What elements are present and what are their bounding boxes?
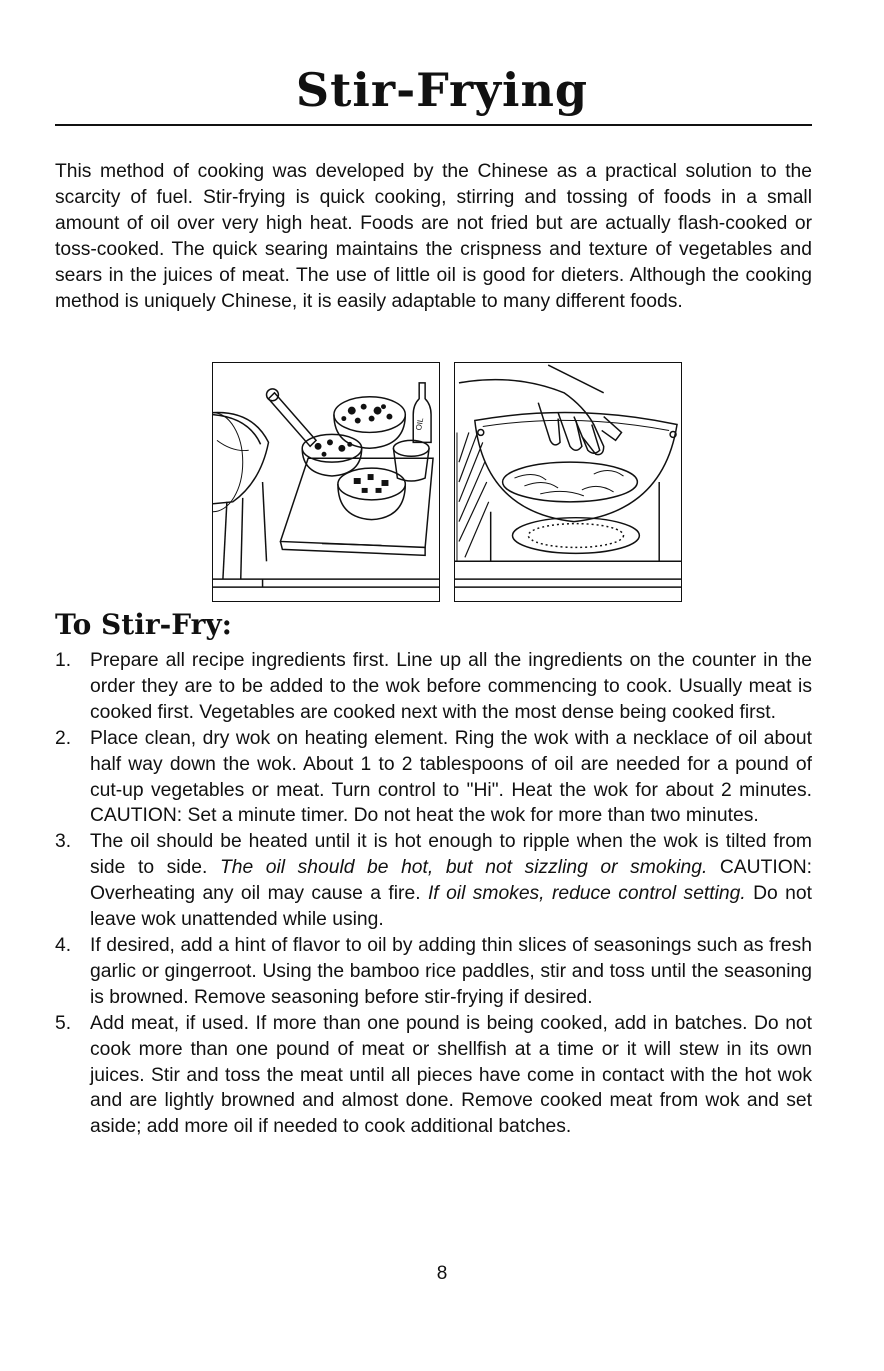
- step-text: If desired, add a hint of flavor to oil by adding thin slices of seasonings such as fresh garlic or gingerroot. Using the bamboo rice paddles, stir and toss until the seasoning is browned. Remove seasoning before stir-frying if desired.: [90, 934, 812, 1008]
- step-text-part: The oil should be heated until it is hot enough to ripple when the wok is tilted from side to side.: [90, 831, 812, 879]
- oil-bottle-label: OIL: [414, 417, 426, 432]
- step-number: 4.: [55, 934, 72, 956]
- step-text: Add meat, if used. If more than one pound is being cooked, add in batches. Do not cook more than one pound of meat or shellfish at a time or it will stew in its own juices. Stir and toss the meat until all pieces have come in contact with the hot wok and are lightly browned and almost done. Remove cooked meat from wok and set aside; add more oil if needed to cook additional batches.: [90, 1012, 812, 1138]
- step-number: 1.: [55, 650, 72, 671]
- step-number: 3.: [55, 831, 72, 853]
- list-item: [55, 726, 812, 830]
- step-text-italic: The oil should be hot, but not sizzling or smoking.: [219, 857, 708, 879]
- list-item: [55, 648, 812, 726]
- step-text: Place clean, dry wok on heating element. Ring the wok with a necklace of oil about half way down the wok. About 1 to 2 tablespoons of oil are needed for a pound of cut-up vegetables or meat. Turn control to "Hi". Heat the wok for about 2 minutes. CAUTION: Set a minute timer. Do not heat the wok for more than two minutes.: [90, 727, 812, 827]
- list-item: [55, 933, 812, 1011]
- instruction-list: [55, 648, 812, 1140]
- step-text: [90, 829, 812, 933]
- step-text-part: Do not leave wok unattended while using.: [90, 883, 812, 931]
- step-text-part: CAUTION: Overheating any oil may cause a fire.: [90, 857, 813, 905]
- ingredients-illustration: [212, 362, 440, 602]
- intro-paragraph: This method of cooking was developed by the Chinese as a practical solution to the scarcity of fuel. Stir-frying is quick cooking, stirring and tossing of foods in a small amount of oil over very high heat. Foods are not fried but are actually flash-cooked or toss-cooked. The quick searing maintains the crispness and texture of vegetables and sears in the juices of meat. The use of little oil is good for dieters. Although the cooking method is uniquely Chinese, it is easily adaptable to many different foods.: [55, 161, 812, 312]
- list-item: [55, 829, 812, 933]
- wok-heating-illustration: [454, 362, 682, 602]
- step-text: Prepare all recipe ingredients first. Line up all the ingredients on the counter in the order they are to be added to the wok before commencing to cook. Usually meat is cooked first. Vegetables are cooked next with the most dense being cooked first.: [90, 650, 812, 723]
- step-text-italic: If oil smokes, reduce control setting.: [427, 883, 746, 905]
- section-heading: To Stir-Fry:: [55, 608, 232, 641]
- step-number: 2.: [55, 727, 72, 749]
- list-item: [55, 1011, 812, 1141]
- page-title: Stir-Frying: [295, 63, 589, 117]
- page-number: 8: [436, 1263, 448, 1284]
- title-rule: [55, 124, 812, 126]
- step-number: 5.: [55, 1012, 72, 1034]
